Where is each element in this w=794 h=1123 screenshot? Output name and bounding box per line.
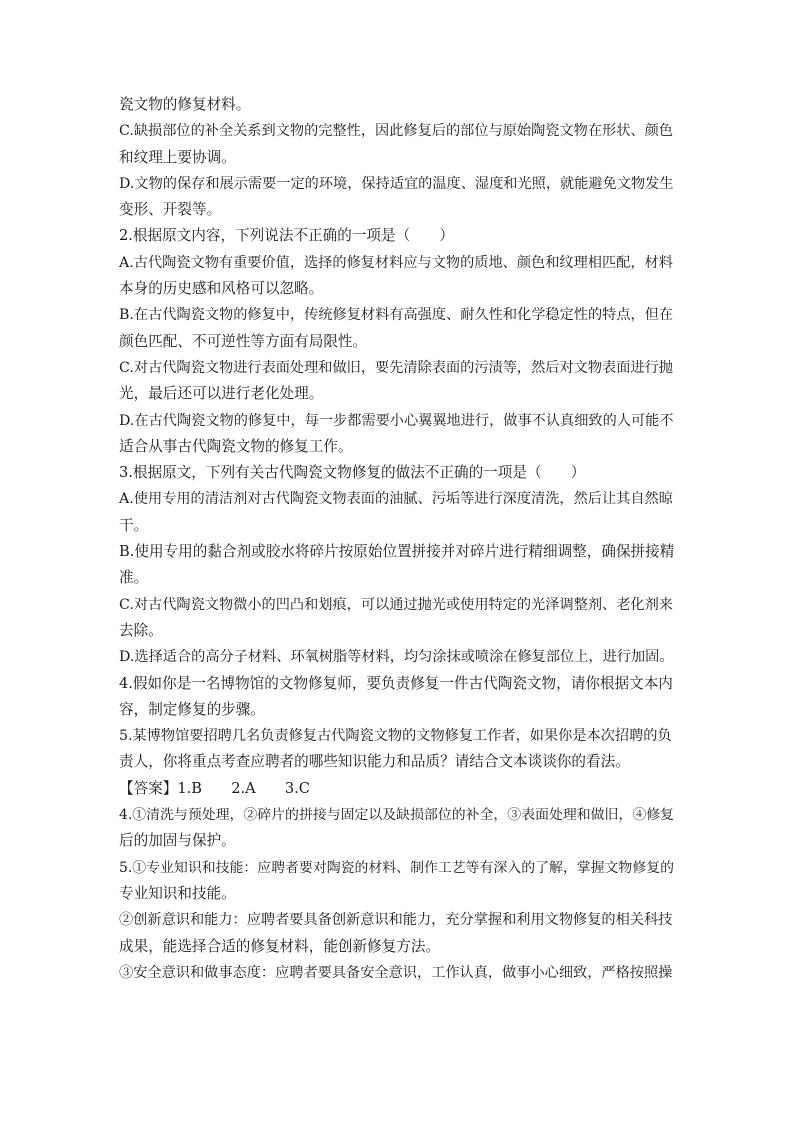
text-line: 容，制定修复的步骤。 (119, 700, 265, 718)
text-line: 适合从事古代陶瓷文物的修复工作。 (119, 437, 353, 455)
answer-point-2: ②创新意识和能力：应聘者要具备创新意识和能力，充分掌握和利用文物修复的相关科技 (119, 912, 673, 929)
document-body (119, 92, 675, 986)
option-a-line: A.使用专用的清洁剂对古代陶瓷文物表面的油腻、污垢等进行深度清洗，然后让其自然晾 (119, 491, 673, 508)
text-line: 准。 (119, 569, 149, 587)
option-d-line: D.选择适合的高分子材料、环氧树脂等材料，均匀涂抹或喷涂在修复部位上，进行加固。 (119, 649, 674, 666)
text-line: 专业知识和技能。 (119, 884, 236, 902)
text-line: 成果，能选择合适的修复材料，能创新修复方法。 (119, 937, 441, 955)
answer-heading: 【答案】1.B 2.A 3.C (119, 779, 310, 797)
option-d-line: D.文物的保存和展示需要一定的环境，保持适宜的温度、湿度和光照，就能避免文物发生 (119, 175, 674, 192)
question-3: 3.根据原文，下列有关古代陶瓷文物修复的做法不正确的一项是（ ） (119, 464, 586, 482)
option-c-line: C.对古代陶瓷文物微小的凹凸和划痕，可以通过抛光或使用特定的光泽调整剂、老化剂来 (119, 596, 673, 613)
option-b-line: B.使用专用的黏合剂或胶水将碎片按原始位置拼接并对碎片进行精细调整，确保拼接精 (119, 543, 675, 561)
question-5: 5.某博物馆要招聘几名负责修复古代陶瓷文物的文物修复工作者，如果你是本次招聘的负 (119, 728, 672, 745)
option-c-line: C.缺损部位的补全关系到文物的完整性，因此修复后的部位与原始陶瓷文物在形状、颜色 (119, 123, 673, 140)
text-line: 本身的历史感和风格可以忽略。 (119, 280, 324, 298)
text-line: 干。 (119, 516, 149, 534)
text-line: 去除。 (119, 621, 163, 639)
answer-point-3: ③安全意识和做事态度：应聘者要具备安全意识，工作认真，做事小心细致，严格按照操 (119, 964, 673, 981)
text-line: 和纹理上要协调。 (119, 148, 236, 166)
text-line: 责人，你将重点考查应聘者的哪些知识能力和品质？请结合文本谈谈你的看法。 (119, 753, 630, 771)
option-a-line: A.古代陶瓷文物有重要价值，选择的修复材料应与文物的质地、颜色和纹理相匹配，材料 (119, 254, 673, 271)
text-line: 后的加固与保护。 (119, 832, 236, 850)
answer-5: 5.①专业知识和技能：应聘者要对陶瓷的材料、制作工艺等有深入的了解，掌握文物修复的 (119, 859, 674, 876)
text-line: 光，最后还可以进行老化处理。 (119, 385, 324, 403)
option-d-line: D.在古代陶瓷文物的修复中，每一步都需要小心翼翼地进行，做事不认真细致的人可能不 (119, 412, 674, 429)
text-line: 颜色匹配、不可逆性等方面有局限性。 (119, 332, 368, 350)
option-c-line: C.对古代陶瓷文物进行表面处理和做旧，要先清除表面的污渍等，然后对文物表面进行抛 (119, 359, 673, 376)
text-line: 变形、开裂等。 (119, 201, 222, 219)
text-line: 瓷文物的修复材料。 (119, 96, 251, 113)
question-4: 4.假如你是一名博物馆的文物修复师，要负责修复一件古代陶瓷文物，请你根据文本内 (119, 674, 673, 692)
question-2: 2.根据原文内容，下列说法不正确的一项是（ ） (119, 227, 454, 245)
answer-4: 4.①清洗与预处理，②碎片的拼接与固定以及缺损部位的补全，③表面处理和做旧，④修复 (119, 807, 674, 824)
option-b-line: B.在古代陶瓷文物的修复中，传统修复材料有高强度、耐久性和化学稳定性的特点，但在 (119, 307, 674, 324)
